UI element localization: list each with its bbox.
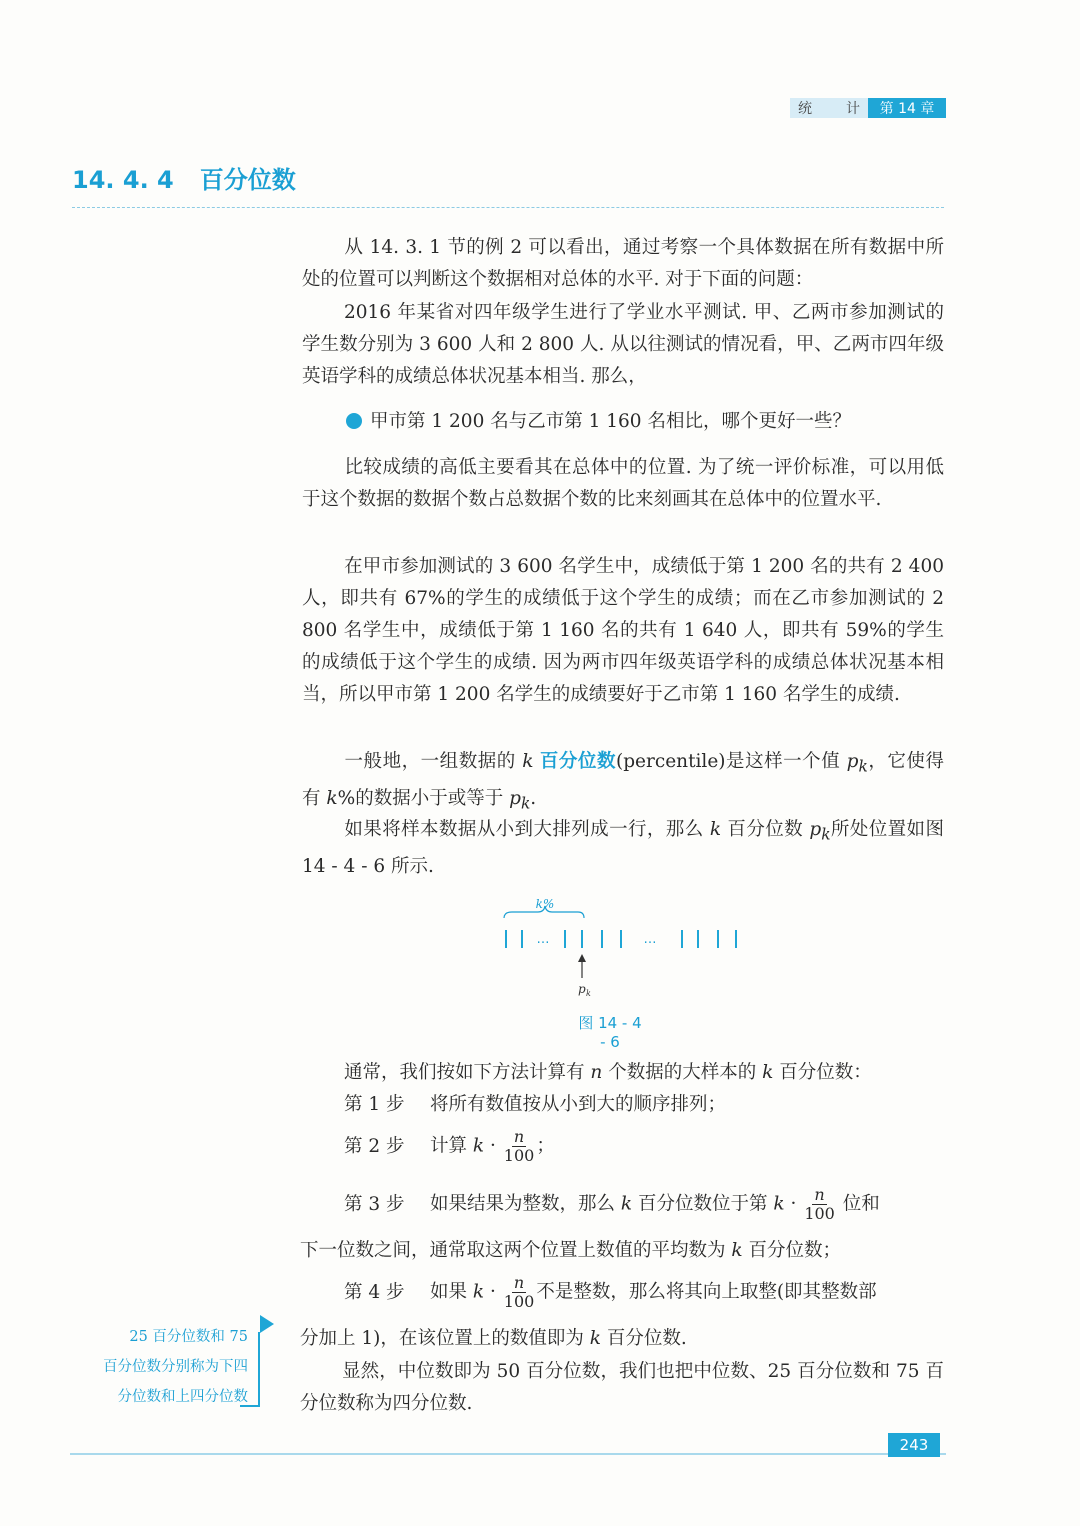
paragraph-figure-ref: 如果将样本数据从小到大排列成一行，那么 k 百分位数 $p_k$所处位置如图 14 - 4 - 6 所示.	[302, 819, 944, 877]
title-divider	[72, 207, 944, 208]
fraction: $\frac{n}{100}$	[503, 1127, 535, 1165]
step-4: 第 4 步 如果 k · $\frac{n}{100}$ 不是整数，那么将其向上取整(即其整数部	[344, 1273, 877, 1311]
chapter-number: 第 14 章	[868, 98, 946, 118]
step-1: 第 1 步 将所有数值按从小到大的顺序排列；	[344, 1094, 727, 1115]
ellipsis-2: …	[643, 932, 657, 947]
figure-caption: 图 14 - 4 - 6	[578, 1014, 642, 1051]
section-title	[72, 160, 296, 195]
paragraph-4: 在甲市参加测试的 3 600 名学生中，成绩低于第 1 200 名的共有 2 400 人，即共有 67%的学生的成绩低于这个学生的成绩；而在乙市参加测试的 2 800 名学生中，成绩低于第 1 160 名的共有 1 640 人，即共有 59%的学生的成绩低于这个学生的成绩. 因为两市四年级英语学科的成绩总体状况基本相当，所以甲市第 1 200 名学生的成绩要好于乙市第 1 160 名学生的成绩.	[302, 556, 944, 705]
section-number: 14. 4. 4	[72, 166, 174, 194]
step-3: 第 3 步 如果结果为整数，那么 k 百分位数位于第 k · $\frac{n}{100}$ 位和	[344, 1185, 880, 1223]
note-bar-foot	[240, 1405, 260, 1407]
paragraph-1: 从 14. 3. 1 节的例 2 可以看出，通过考察一个具体数据在所有数据中所处的位置可以判断这个数据相对总体的水平. 对于下面的问题：	[302, 237, 944, 290]
paragraph-definition: 一般地，一组数据的 k 百分位数(percentile)是这样一个值 $p_k$，它使得有 k%的数据小于或等于 $p_k$.	[302, 751, 944, 813]
bullet-dot-icon	[346, 413, 362, 429]
percentile-figure	[490, 892, 750, 1002]
step-2: 第 2 步 计算 k · $\frac{n}{100}$ ；	[344, 1127, 555, 1165]
ellipsis-1: …	[536, 932, 550, 947]
arrow-label: p	[578, 982, 586, 996]
margin-note: 25 百分位数和 75 百分位数分别称为下四 分位数和上四分位数	[103, 1329, 248, 1405]
paragraph-2: 2016 年某省对四年级学生进行了学业水平测试. 甲、乙两市参加测试的学生数分别为 3 600 人和 2 800 人. 从以往测试的情况看，甲、乙两市四年级英语学科的成绩总体状况基本相当. 那么，	[302, 302, 944, 387]
arrow-label-sub: k	[586, 989, 591, 998]
brace-icon	[504, 906, 584, 918]
flag-icon	[260, 1315, 276, 1335]
term-percentile: 百分位数	[539, 751, 616, 772]
step-3-continued: 下一位数之间，通常取这两个位置上数值的平均数为 k 百分位数；	[300, 1240, 842, 1261]
page-number: 243	[888, 1433, 940, 1457]
step-4-continued: 分加上 1)，在该位置上的数值即为 k 百分位数.	[300, 1328, 687, 1349]
note-bar	[258, 1332, 260, 1406]
footer-rule	[70, 1453, 946, 1455]
brace-label: k%	[535, 897, 555, 911]
chapter-subject: 统 计	[790, 98, 868, 118]
chapter-tag	[790, 98, 946, 118]
paragraph-conclusion: 显然，中位数即为 50 百分位数，我们也把中位数、25 百分位数和 75 百分位数称为四分位数.	[300, 1361, 944, 1414]
fraction: $\frac{n}{100}$	[804, 1185, 835, 1223]
paragraph-3: 比较成绩的高低主要看其在总体中的位置. 为了统一评价标准，可以用低于这个数据的数据个数占总数据个数的比来刻画其在总体中的位置水平.	[302, 457, 944, 510]
fraction: $\frac{n}{100}$	[503, 1273, 535, 1311]
section-name: 百分位数	[199, 166, 296, 194]
question: 甲市第 1 200 名与乙市第 1 160 名相比，哪个更好一些？	[346, 408, 851, 436]
method-intro: 通常，我们按如下方法计算有 n 个数据的大样本的 k 百分位数：	[344, 1062, 872, 1083]
arrow-head-icon	[578, 954, 586, 962]
